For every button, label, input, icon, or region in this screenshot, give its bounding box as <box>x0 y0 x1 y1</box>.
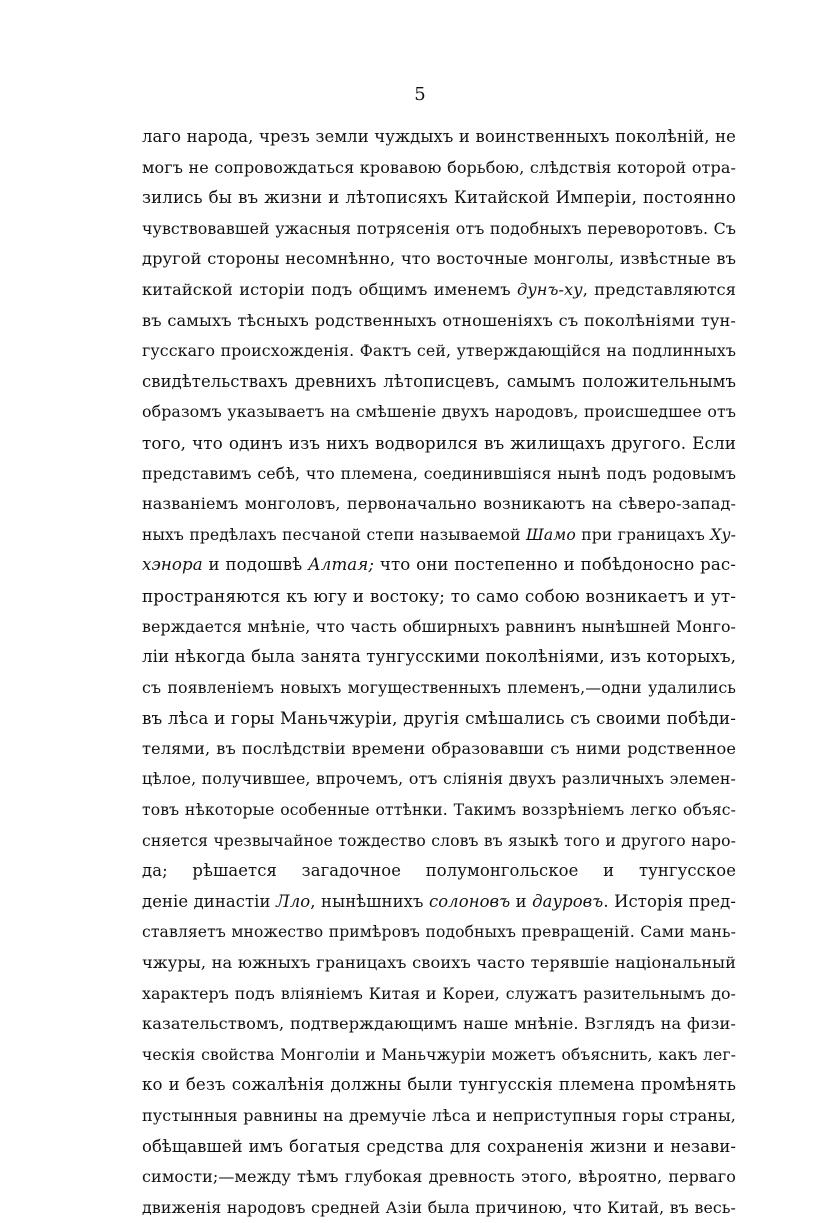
text-line <box>142 459 736 490</box>
text-segment: въ лѣса и горы Маньчжуріи, другія смѣшались съ своими побѣди- <box>142 708 736 729</box>
text-segment: представимъ себѣ, что племена, соединившіяся нынѣ подъ родовымъ <box>142 463 736 483</box>
text-segment: . Исторія пред- <box>603 891 736 911</box>
italic-text-segment: Шамо <box>526 525 576 544</box>
body-text <box>142 122 736 1223</box>
text-segment: телями, въ послѣдствіи времени образовавши съ ними родственное <box>142 738 736 758</box>
text-segment: ліи нѣкогда была занята тунгусскими поколѣніями, изъ которыхъ, <box>142 647 736 667</box>
text-line <box>142 612 736 643</box>
text-segment: могъ не сопровождаться кровавою борьбою, слѣдствія которой отра- <box>142 157 736 177</box>
text-segment: чжуры, на южныхъ границахъ своихъ часто терявшіе національный <box>142 953 736 973</box>
text-segment: симости;—между тѣмъ глубокая древность этого, вѣроятно, перваго <box>142 1167 736 1187</box>
text-segment: образомъ указываетъ на смѣшеніе двухъ народовъ, происшедшее отъ <box>142 402 736 422</box>
text-segment: ческія свойства Монголіи и Маньчжуріи можетъ объяснить, какъ лег- <box>142 1045 736 1064</box>
text-segment: деніе династіи <box>142 891 276 911</box>
text-segment: товъ нѣкоторые особенные оттѣнки. Такимъ воззрѣніемъ легко объяс- <box>142 801 736 820</box>
text-segment: , представляются <box>582 279 736 299</box>
text-line <box>142 979 736 1010</box>
text-segment: пустынныя равнины на дремучіе лѣса и неприступныя горы страны, <box>142 1106 736 1125</box>
text-line <box>142 1070 736 1101</box>
italic-text-segment: хэнора <box>142 555 203 575</box>
text-segment: что они постепенно и побѣдоносно рас- <box>374 555 736 575</box>
text-line <box>142 734 736 765</box>
text-line <box>142 1040 736 1071</box>
page-number: 5 <box>414 84 426 105</box>
text-segment: верждается мнѣніе, что часть обширныхъ равнинъ нынѣшней Монго- <box>142 616 736 636</box>
text-line <box>142 1132 736 1163</box>
italic-text-segment: солоновъ <box>428 891 511 911</box>
text-line <box>142 214 736 245</box>
text-line <box>142 153 736 184</box>
text-segment: названіемъ монголовъ, первоначально возникаютъ на сѣверо-запад- <box>142 494 736 514</box>
text-segment: того, что одинъ изъ нихъ водворился въ жилищахъ другого. Если <box>142 432 736 453</box>
text-line <box>142 764 736 795</box>
text-line <box>142 642 736 673</box>
text-segment: и <box>510 891 533 911</box>
text-segment: казательствомъ, подтверждающимъ наше мнѣніе. Взглядъ на физи- <box>142 1014 736 1034</box>
text-segment: другой стороны несомнѣнно, что восточные монголы, извѣстные въ <box>142 249 736 269</box>
text-segment: да; рѣшается загадочное полумонгольское и тунгусское <box>142 861 736 881</box>
text-line <box>142 306 736 337</box>
text-segment: цѣлое, получившее, впрочемъ, отъ слiянія двухъ различныхъ элемен- <box>142 769 736 789</box>
text-segment: свидѣтельствахъ древнихъ лѣтописцевъ, самымъ положительнымъ <box>142 371 736 391</box>
text-line <box>142 336 736 367</box>
text-segment: ставляетъ множество примѣровъ подобныхъ превращеній. Сами мань- <box>142 923 736 942</box>
text-line <box>142 826 736 857</box>
text-segment: , нынѣшнихъ <box>310 891 429 911</box>
text-line <box>142 397 736 428</box>
text-line <box>142 275 736 306</box>
text-line <box>142 673 736 704</box>
text-segment: при границахъ <box>575 525 711 544</box>
text-line <box>142 917 736 948</box>
text-segment: гусскаго происхожденія. Фактъ сей, утверждающійся на подлинныхъ <box>142 341 736 361</box>
text-line <box>142 367 736 398</box>
text-segment: китайской исторіи подъ общимъ именемъ <box>142 279 517 299</box>
text-line <box>142 887 736 918</box>
text-line <box>142 428 736 459</box>
text-line <box>142 550 736 581</box>
text-segment: лаго народа, чрезъ земли чуждыхъ и воинственныхъ поколѣній, не <box>142 127 736 146</box>
text-line <box>142 1101 736 1132</box>
text-segment: и подошвѣ <box>202 555 309 575</box>
text-line <box>142 122 736 153</box>
text-segment: обѣщавшей имъ богатыя средства для сохраненія жизни и незави- <box>142 1136 736 1156</box>
text-line <box>142 581 736 612</box>
text-line <box>142 1162 736 1193</box>
text-line <box>142 489 736 520</box>
text-segment: сняется чрезвычайное тождество словъ въ языкѣ того и другого наро- <box>142 831 736 850</box>
text-line <box>142 244 736 275</box>
text-line <box>142 795 736 826</box>
text-line <box>142 948 736 979</box>
text-segment: пространяются къ югу и востоку; то само собою возникаетъ и ут- <box>142 585 736 606</box>
text-segment: съ появленіемъ новыхъ могущественныхъ племенъ,—одни удалились <box>142 677 736 697</box>
text-line <box>142 1009 736 1040</box>
text-segment: движенія народовъ средней Азіи была причиною, что Китай, въ весь- <box>142 1197 736 1217</box>
italic-text-segment: Алтая; <box>308 555 375 575</box>
text-segment: зились бы въ жизни и лѣтописяхъ Китайской Имперіи, постоянно <box>142 188 736 208</box>
text-segment: характеръ подъ вліяніемъ Китая и Кореи, служатъ разительнымъ до- <box>142 983 736 1003</box>
text-line <box>142 520 736 551</box>
text-segment: ко и безъ сожалѣнія должны были тунгусскія племена промѣнять <box>142 1075 736 1095</box>
italic-text-segment: Ху- <box>710 525 736 544</box>
text-line <box>142 703 736 734</box>
text-line <box>142 1193 736 1223</box>
text-line <box>142 183 736 214</box>
text-segment: ныхъ предѣлахъ песчаной степи называемой <box>142 525 527 544</box>
text-segment: чувствовавшей ужасныя потрясенія отъ подобныхъ переворотовъ. Съ <box>142 218 736 238</box>
italic-text-segment: дунъ-ху <box>516 279 583 299</box>
italic-text-segment: Лло <box>275 891 311 911</box>
text-line <box>142 856 736 887</box>
italic-text-segment: дауровъ <box>532 891 604 911</box>
text-segment: въ самыхъ тѣсныхъ родственныхъ отношеніяхъ съ поколѣніями тун- <box>142 310 736 330</box>
